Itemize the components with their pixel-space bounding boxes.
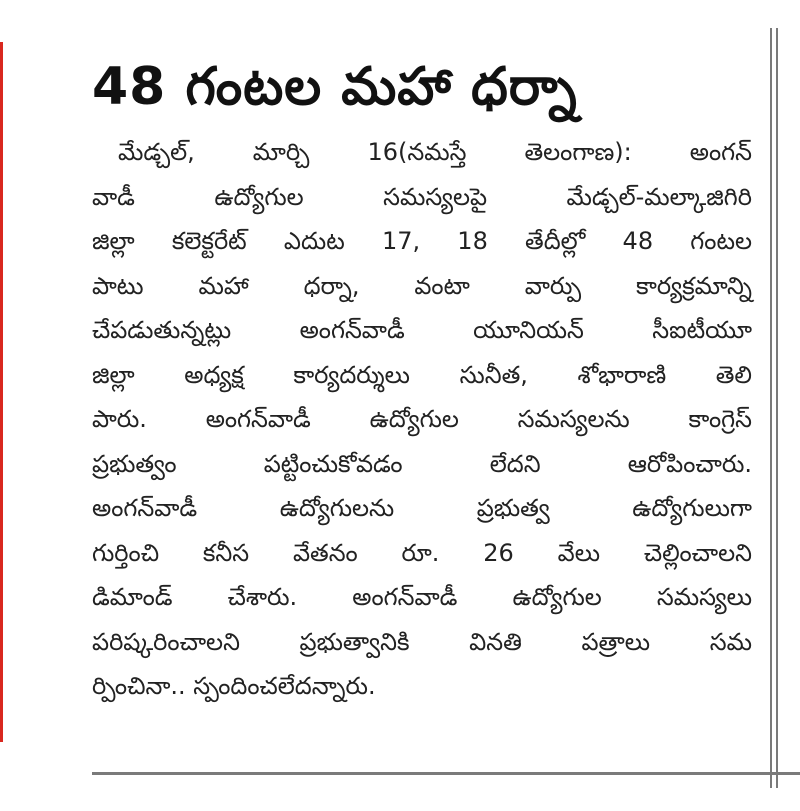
column-rule-inner xyxy=(776,28,778,788)
article-line: ప్రభుత్వం పట్టించుకోవడం లేదని ఆరోపించారు. xyxy=(92,449,752,478)
article-line: చేపడుతున్నట్లు అంగన్‌వాడీ యూనియన్ సీఐటీయూ xyxy=(92,316,752,344)
bottom-rule xyxy=(92,772,800,775)
article-line: ర్పించినా.. స్పందించలేదన్నారు. xyxy=(92,672,376,700)
article-line: పాటు మహా ధర్నా, వంటా వార్పు కార్యక్రమాన్ని xyxy=(92,271,752,300)
article-line: జిల్లా అధ్యక్ష కార్యదర్శులు సునీత, శోభారాణి తెలి xyxy=(92,360,752,389)
article-line: గుర్తించి కనీస వేతనం రూ. 26 వేలు చెల్లించాలని xyxy=(92,538,752,567)
article-line: పరిష్కరించాలని ప్రభుత్వానికి వినతి పత్రాలు సమ xyxy=(92,627,752,656)
news-article xyxy=(92,52,752,709)
article-line: మేడ్చల్, మార్చి 16(నమస్తే తెలంగాణ): అంగన్ xyxy=(118,138,752,166)
column-rule-outer xyxy=(770,28,772,788)
article-body xyxy=(92,130,752,709)
article-line: అంగన్‌వాడీ ఉద్యోగులను ప్రభుత్వ ఉద్యోగులుగా xyxy=(92,494,752,522)
left-edge-mark xyxy=(0,42,3,742)
article-line: జిల్లా కలెక్టరేట్ ఎదుట 17, 18 తేదీల్లో 48 గంటల xyxy=(92,227,752,255)
article-line: వాడీ ఉద్యోగుల సమస్యలపై మేడ్చల్-మల్కాజిగిరి xyxy=(92,182,752,211)
article-line: డిమాండ్ చేశారు. అంగన్‌వాడీ ఉద్యోగుల సమస్యలు xyxy=(92,583,752,611)
article-line: పారు. అంగన్‌వాడీ ఉద్యోగుల సమస్యలను కాంగ్రెస్ xyxy=(92,405,752,433)
article-headline: 48 గంటల మహా ధర్నా xyxy=(92,57,578,117)
